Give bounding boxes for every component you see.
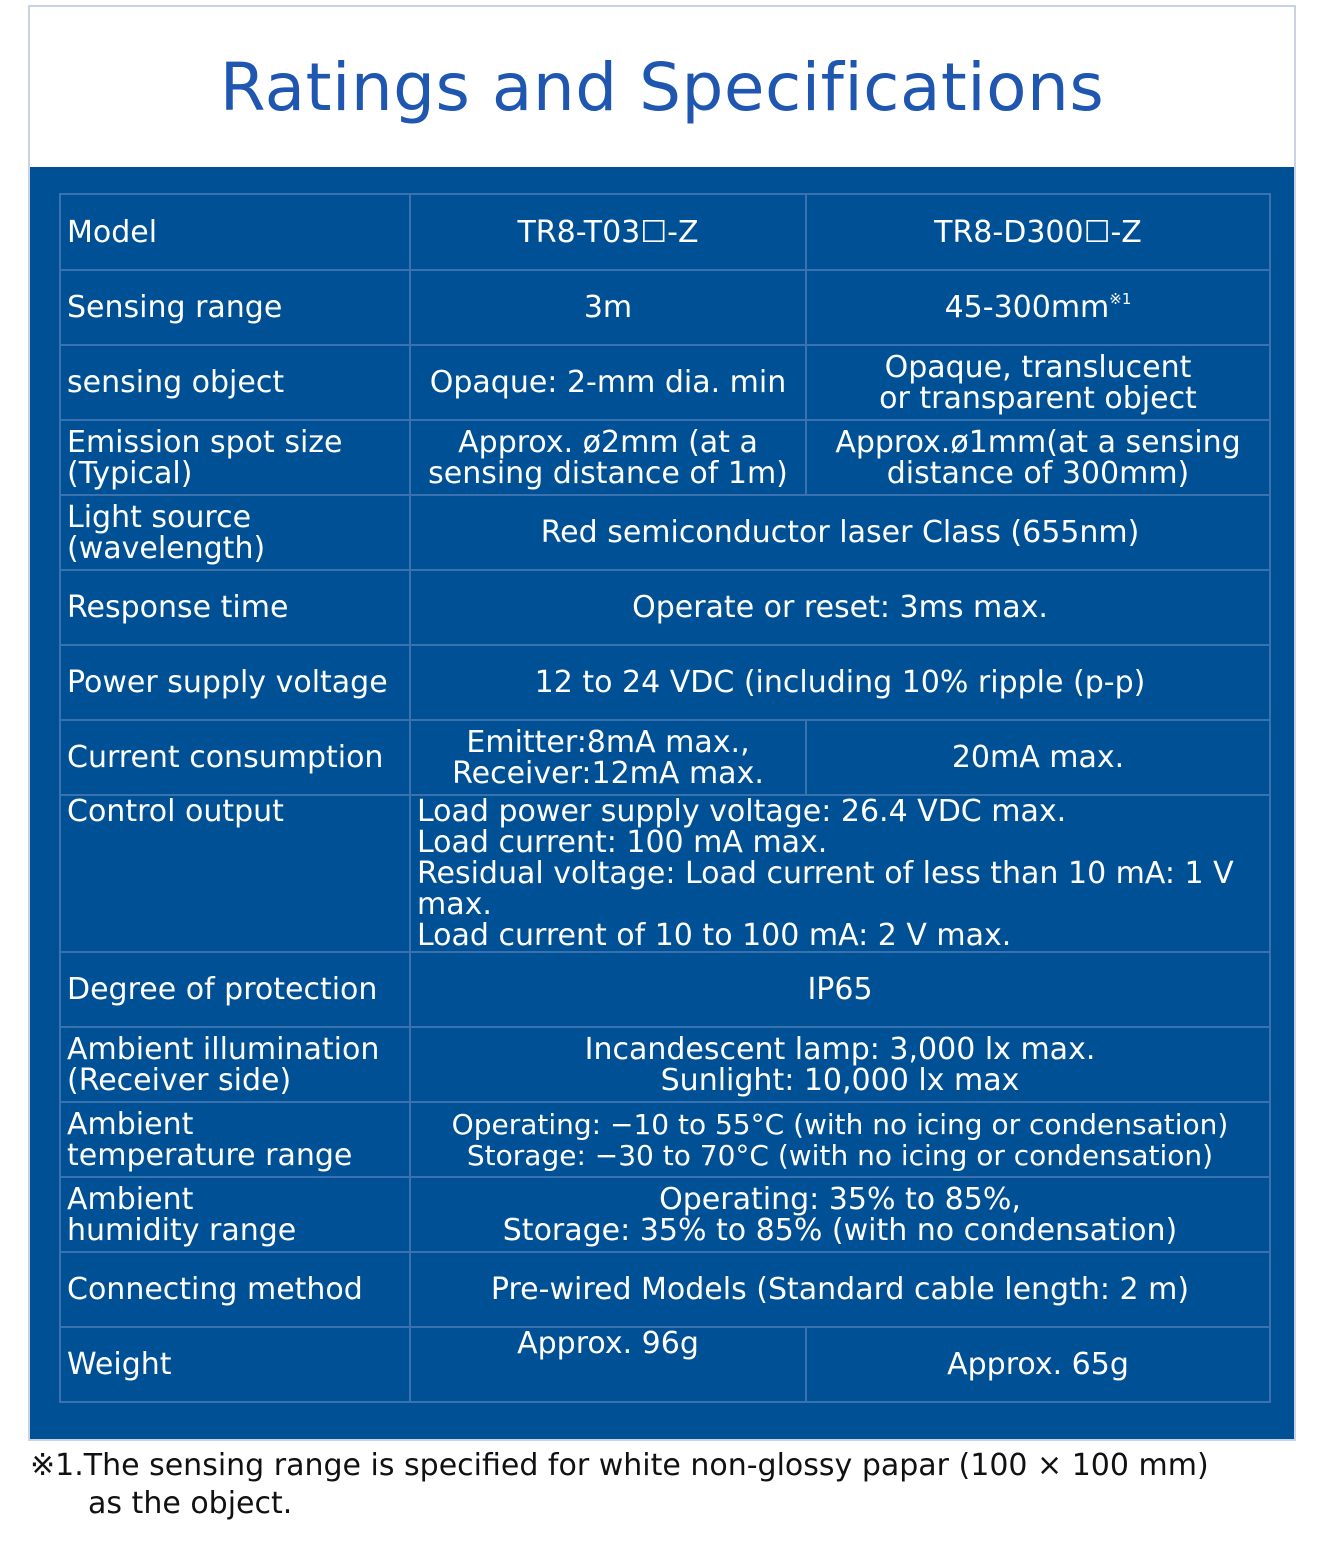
model-t03: TR8-T03☐-Z [410, 194, 806, 270]
cell-line: Opaque, translucent [884, 349, 1192, 385]
cell-line: Incandescent lamp: 3,000 lx max. [584, 1031, 1096, 1067]
row-label: Control output [60, 795, 410, 952]
cell-line: Residual voltage: Load current of less than 10 mA: 1 V max. [417, 856, 1234, 922]
table-row-response-time [60, 570, 1270, 645]
table-row-light-source [60, 495, 1270, 570]
response-time-value: Operate or reset: 3ms max. [410, 570, 1270, 645]
label-line: Ambient [67, 1106, 194, 1142]
footnote-line: ※1.The sensing range is specified for white non-glossy papar (100 × 100 mm) [30, 1448, 1209, 1483]
title-bar [30, 7, 1294, 167]
cell-line: Emitter:8mA max., [466, 724, 750, 760]
row-label: Response time [60, 570, 410, 645]
cell-line: sensing distance of 1m) [428, 455, 788, 491]
table-row-model [60, 194, 1270, 270]
model-d300: TR8-D300☐-Z [806, 194, 1270, 270]
label-line: Ambient [67, 1181, 194, 1217]
spec-panel [30, 167, 1294, 1439]
row-label [60, 420, 410, 495]
row-label: Sensing range [60, 270, 410, 345]
table-row-power-supply [60, 645, 1270, 720]
current-consumption-d300: 20mA max. [806, 720, 1270, 795]
label-line: (Receiver side) [67, 1062, 292, 1098]
protection-value: IP65 [410, 952, 1270, 1027]
weight-t03: Approx. 96g [410, 1327, 806, 1402]
specifications-table [59, 193, 1271, 1403]
sensing-range-d300-cell [806, 270, 1270, 345]
label-line: (Typical) [67, 455, 193, 491]
table-row-ambient-illumination [60, 1027, 1270, 1102]
cell-line: Storage: −30 to 70°C (with no icing or condensation) [466, 1138, 1214, 1172]
table-row-emission-spot [60, 420, 1270, 495]
row-label: Current consumption [60, 720, 410, 795]
table-row-sensing-range [60, 270, 1270, 345]
row-label [60, 495, 410, 570]
row-label: Power supply voltage [60, 645, 410, 720]
cell-line: Approx.ø1mm(at a sensing [835, 424, 1241, 460]
weight-d300: Approx. 65g [806, 1327, 1270, 1402]
emission-spot-t03 [410, 420, 806, 495]
sensing-range-t03: 3m [410, 270, 806, 345]
light-source-value: Red semiconductor laser Class (655nm) [410, 495, 1270, 570]
power-supply-value: 12 to 24 VDC (including 10% ripple (p-p) [410, 645, 1270, 720]
label-line: temperature range [67, 1137, 353, 1173]
sensing-object-d300 [806, 345, 1270, 420]
table-row-protection [60, 952, 1270, 1027]
row-label [60, 1102, 410, 1177]
footnote [30, 1447, 1300, 1523]
footnote-line: as the object. [88, 1486, 293, 1521]
row-label: Model [60, 194, 410, 270]
row-label: Weight [60, 1327, 410, 1402]
table-row-weight [60, 1327, 1270, 1402]
ambient-temperature-value [410, 1102, 1270, 1177]
spec-sheet [28, 5, 1296, 1441]
cell-line: Operating: 35% to 85%, [659, 1181, 1021, 1217]
row-label [60, 1177, 410, 1252]
row-label: Degree of protection [60, 952, 410, 1027]
connecting-method-value: Pre-wired Models (Standard cable length: 2 m) [410, 1252, 1270, 1327]
cell-line: Receiver:12mA max. [452, 755, 764, 791]
cell-line: or transparent object [879, 380, 1197, 416]
cell-line: Load current: 100 mA max. [417, 825, 828, 860]
row-label: Connecting method [60, 1252, 410, 1327]
label-line: Emission spot size [67, 424, 343, 460]
table-row-current-consumption [60, 720, 1270, 795]
table-row-sensing-object [60, 345, 1270, 420]
table-row-control-output [60, 795, 1270, 952]
cell-line: Operating: −10 to 55°C (with no icing or condensation) [451, 1107, 1229, 1141]
table-row-ambient-temperature [60, 1102, 1270, 1177]
sensing-object-t03: Opaque: 2-mm dia. min [410, 345, 806, 420]
ambient-illumination-value [410, 1027, 1270, 1102]
label-line: humidity range [67, 1212, 297, 1248]
cell-line: Sunlight: 10,000 lx max [660, 1062, 1020, 1098]
emission-spot-d300 [806, 420, 1270, 495]
cell-line: Load power supply voltage: 26.4 VDC max. [417, 795, 1067, 829]
label-line: Ambient illumination [67, 1031, 380, 1067]
row-label: sensing object [60, 345, 410, 420]
label-line: (wavelength) [67, 530, 266, 566]
sensing-range-d300: 45-300mm [944, 290, 1110, 325]
label-line: Light source [67, 499, 252, 535]
table-row-ambient-humidity [60, 1177, 1270, 1252]
cell-line: Approx. ø2mm (at a [458, 424, 758, 460]
current-consumption-t03 [410, 720, 806, 795]
cell-line: Load current of 10 to 100 mA: 2 V max. [417, 918, 1012, 952]
cell-line: Storage: 35% to 85% (with no condensation) [502, 1212, 1178, 1248]
ambient-humidity-value [410, 1177, 1270, 1252]
cell-line: distance of 300mm) [886, 455, 1190, 491]
table-row-connecting-method [60, 1252, 1270, 1327]
row-label [60, 1027, 410, 1102]
footnote-marker: ※1 [1109, 290, 1132, 308]
control-output-value [410, 795, 1270, 952]
page-title: Ratings and Specifications [219, 48, 1105, 126]
